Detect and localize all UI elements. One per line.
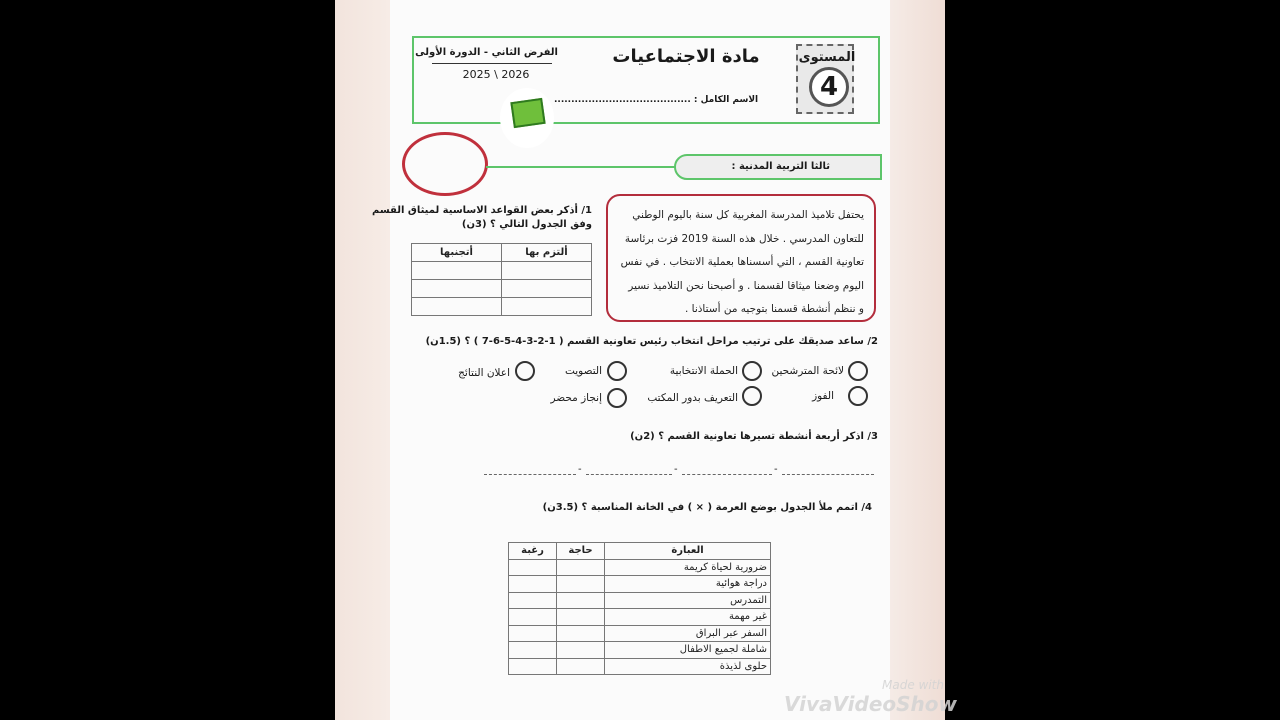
watermark-line-1: Made with [882,678,944,692]
need-checkbox[interactable] [557,658,605,675]
section-heading-tab [674,154,882,180]
statement-cell: دراجة هوائية [605,576,771,593]
want-checkbox[interactable] [509,625,557,642]
video-watermark [784,678,957,716]
option-results: اعلان النتائج [458,367,510,379]
passage-line: تعاونية القسم ، التي أسسناها بعملية الانتخاب . في نفس [620,256,864,268]
charter-rules-table [411,243,592,316]
subject-title: مادة الاجتماعيات [612,46,760,67]
table-row [509,609,771,626]
level-number: 4 [809,67,849,107]
table-header-row [509,543,771,560]
answer-cell[interactable] [412,298,502,316]
section-title: ثالثا التربية المدنية : [731,161,830,172]
school-year: 2025 \ 2026 [462,68,530,81]
table-row [509,625,771,642]
question-2: 2/ ساعد صديقك على ترتيب مراحل انتخاب رئيس تعاونية القسم ( 1-2-3-4-5-6-7 ) ؟ (1.5ن) [425,336,878,347]
want-checkbox[interactable] [509,576,557,593]
answer-cell[interactable] [412,280,502,298]
header-statement: العبارة [605,543,771,560]
option-candidates-list: لائحة المترشحين [771,365,844,377]
header-avoid: أتجنبها [412,244,502,262]
passage-line: يحتفل تلاميذ المدرسة المغربية كل سنة باليوم الوطني [632,209,864,221]
question-1-line-1: 1/ أذكر بعض القواعد الاساسية لميثاق القسم [372,205,592,216]
order-circle[interactable] [848,386,868,406]
option-minutes: إنجاز محضر [550,392,602,404]
table-row [509,642,771,659]
order-circle[interactable] [742,386,762,406]
header-need: حاجة [557,543,605,560]
exam-title: الفرض الثاني - الدورة الأولى [415,47,558,58]
need-checkbox[interactable] [557,642,605,659]
separator: - [578,464,582,475]
order-circle[interactable] [515,361,535,381]
table-row [509,658,771,675]
want-checkbox[interactable] [509,609,557,626]
answer-line[interactable] [782,474,874,475]
question-4: 4/ اتمم ملأ الجدول بوضع العرمة ( × ) في الخانة المناسبة ؟ (3.5ن) [542,502,872,513]
header-want: رغبة [509,543,557,560]
passage-line: للتعاون المدرسي . خلال هذه السنة 2019 فزت برئاسة [624,232,864,245]
answer-cell[interactable] [502,262,592,280]
passage-line: و ننظم أنشطة قسمنا بتوجيه من أستاذنا . [684,303,864,315]
need-checkbox[interactable] [557,576,605,593]
watermark-line-2: VivaVideoShow [784,692,957,716]
separator: - [674,464,678,475]
section-divider [486,166,676,168]
answer-line[interactable] [586,474,672,475]
answer-line[interactable] [682,474,772,475]
answer-cell[interactable] [502,280,592,298]
question-1 [372,204,592,232]
level-label: المستوى [798,50,856,65]
background-right-blur [890,0,945,720]
option-winning: الفوز [812,390,834,402]
grade-circle [402,132,488,196]
table-header-row [412,244,592,262]
table-row [509,559,771,576]
logo-emblem-icon [510,98,545,128]
background-left-blur [335,0,390,720]
option-campaign: الحملة الانتخابية [669,365,738,377]
order-circle[interactable] [742,361,762,381]
header-commit: ألتزم بها [502,244,592,262]
answer-cell[interactable] [502,298,592,316]
level-badge [796,44,854,114]
answer-cell[interactable] [412,262,502,280]
need-checkbox[interactable] [557,625,605,642]
order-circle[interactable] [607,388,627,408]
order-circle[interactable] [607,361,627,381]
statement-cell: السفر عبر البراق [605,625,771,642]
table-row [412,262,592,280]
answer-line[interactable] [484,474,576,475]
school-logo [500,88,554,148]
table-row [509,576,771,593]
statement-cell: ضرورية لحياة كريمة [605,559,771,576]
passage-line: اليوم وضعنا ميثاقا لقسمنا . و أصبحنا نحن التلاميذ نسير [628,279,864,292]
option-voting: التصويت [564,365,602,377]
need-want-table [508,542,771,675]
statement-cell: شاملة لجميع الاطفال [605,642,771,659]
reading-passage [606,194,876,322]
need-checkbox[interactable] [557,609,605,626]
table-row [509,592,771,609]
need-checkbox[interactable] [557,592,605,609]
need-checkbox[interactable] [557,559,605,576]
question-1-line-2: وفق الجدول التالي ؟ (3ن) [461,219,592,230]
statement-cell: غير مهمة [605,609,771,626]
option-office-role: التعريف بدور المكتب [647,392,738,404]
question-3: 3/ اذكر أربعة أنشطة تسيرها تعاونية القسم ؟ (2ن) [630,431,878,442]
name-field[interactable]: الاسم الكامل : ........................................ [554,95,759,105]
order-circle[interactable] [848,361,868,381]
worksheet-page [372,0,890,720]
statement-cell: التمدرس [605,592,771,609]
table-row [412,280,592,298]
want-checkbox[interactable] [509,592,557,609]
want-checkbox[interactable] [509,642,557,659]
table-row [412,298,592,316]
exam-title-underline [432,63,552,64]
separator: - [774,464,778,475]
want-checkbox[interactable] [509,658,557,675]
statement-cell: حلوى لذيذة [605,658,771,675]
want-checkbox[interactable] [509,559,557,576]
